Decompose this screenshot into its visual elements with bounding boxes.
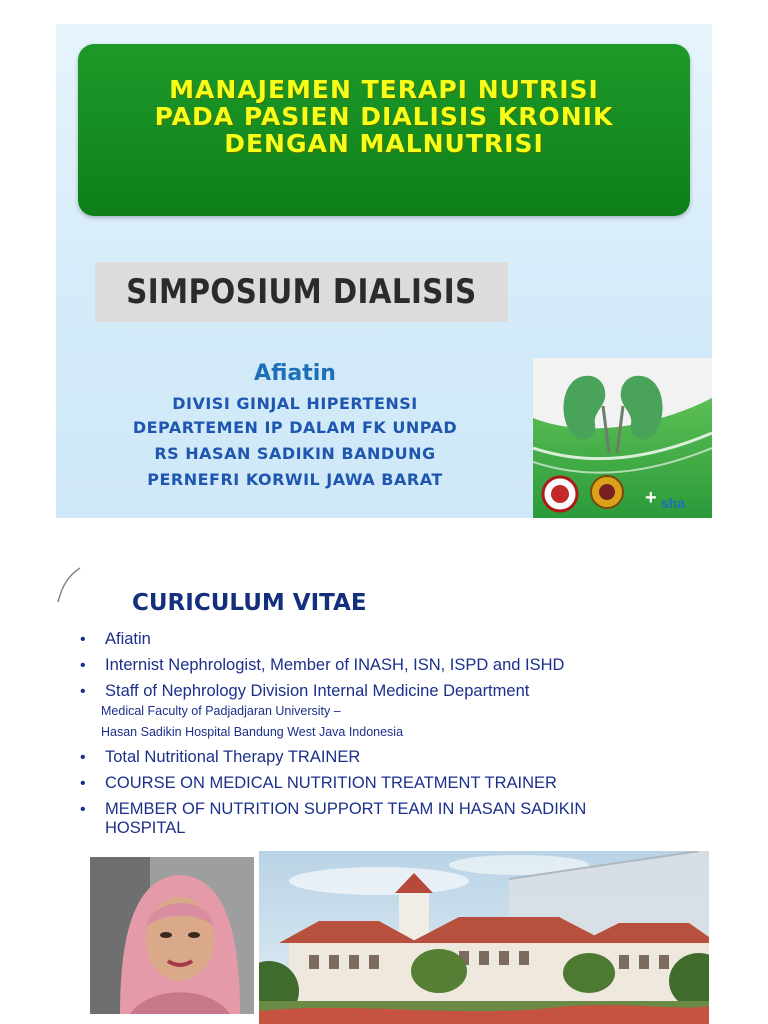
- cv-title: CURICULUM VITAE: [132, 590, 367, 616]
- cv-item: [76, 656, 696, 675]
- logo-text: sha: [661, 495, 686, 511]
- cv-item-text: MEMBER OF NUTRITION SUPPORT TEAM IN HASAN SADIKIN HOSPITAL: [105, 800, 587, 837]
- title-line-1: MANAJEMEN TERAPI NUTRISI: [169, 75, 599, 104]
- cv-item: [76, 682, 696, 701]
- slide-cv: [56, 560, 712, 1024]
- symposium-label: SIMPOSIUM DIALISIS: [95, 262, 508, 322]
- bullet-icon: •: [80, 801, 86, 818]
- kidney-illustration: [533, 358, 712, 518]
- title-line-3: DENGAN MALNUTRISI: [224, 129, 544, 158]
- affiliation-line-3: RS HASAN SADIKIN BANDUNG: [154, 444, 436, 463]
- portrait-photo: [90, 857, 254, 1014]
- bullet-icon: •: [80, 631, 86, 648]
- bullet-icon: •: [80, 775, 86, 792]
- affiliation-line-2: DEPARTEMEN IP DALAM FK UNPAD: [132, 418, 458, 437]
- bullet-icon: •: [80, 657, 86, 674]
- plus-icon: +: [645, 487, 657, 509]
- cv-item: [76, 774, 696, 793]
- affiliation-line-1: DIVISI GINJAL HIPERTENSI: [172, 394, 418, 413]
- cv-sub-item: Medical Faculty of Padjadjaran University –: [101, 704, 341, 718]
- cv-item: [76, 800, 665, 838]
- cv-item-text: Internist Nephrologist, Member of INASH, ISN, ISPD and ISHD: [105, 656, 565, 674]
- kidney-logo-panel: [533, 358, 712, 518]
- slide-title: [56, 24, 712, 518]
- cv-item-text: COURSE ON MEDICAL NUTRITION TREATMENT TRAINER: [105, 774, 557, 792]
- affiliation-line-4: PERNEFRI KORWIL JAWA BARAT: [147, 470, 443, 489]
- bullet-icon: •: [80, 683, 86, 700]
- bullet-icon: •: [80, 749, 86, 766]
- hospital-illustration: [259, 851, 709, 1024]
- corner-swoosh-icon: [56, 566, 86, 606]
- cv-item-text: Total Nutritional Therapy TRAINER: [105, 748, 361, 766]
- cv-item-text: Staff of Nephrology Division Internal Medicine Department: [105, 682, 530, 700]
- cv-item: [76, 748, 696, 767]
- cv-item: [76, 630, 696, 649]
- portrait-illustration: [90, 857, 254, 1014]
- cv-item-text: Afiatin: [105, 630, 151, 648]
- title-line-2: PADA PASIEN DIALISIS KRONIK: [154, 102, 614, 131]
- cv-sub-item: Hasan Sadikin Hospital Bandung West Java Indonesia: [101, 725, 404, 739]
- title-text: [78, 76, 690, 157]
- author-name: Afiatin: [254, 361, 336, 386]
- title-banner: [78, 44, 690, 216]
- cv-list: [76, 630, 696, 845]
- title-reflection: [78, 165, 690, 179]
- hospital-photo: [259, 851, 709, 1024]
- reflection-line: [78, 165, 690, 179]
